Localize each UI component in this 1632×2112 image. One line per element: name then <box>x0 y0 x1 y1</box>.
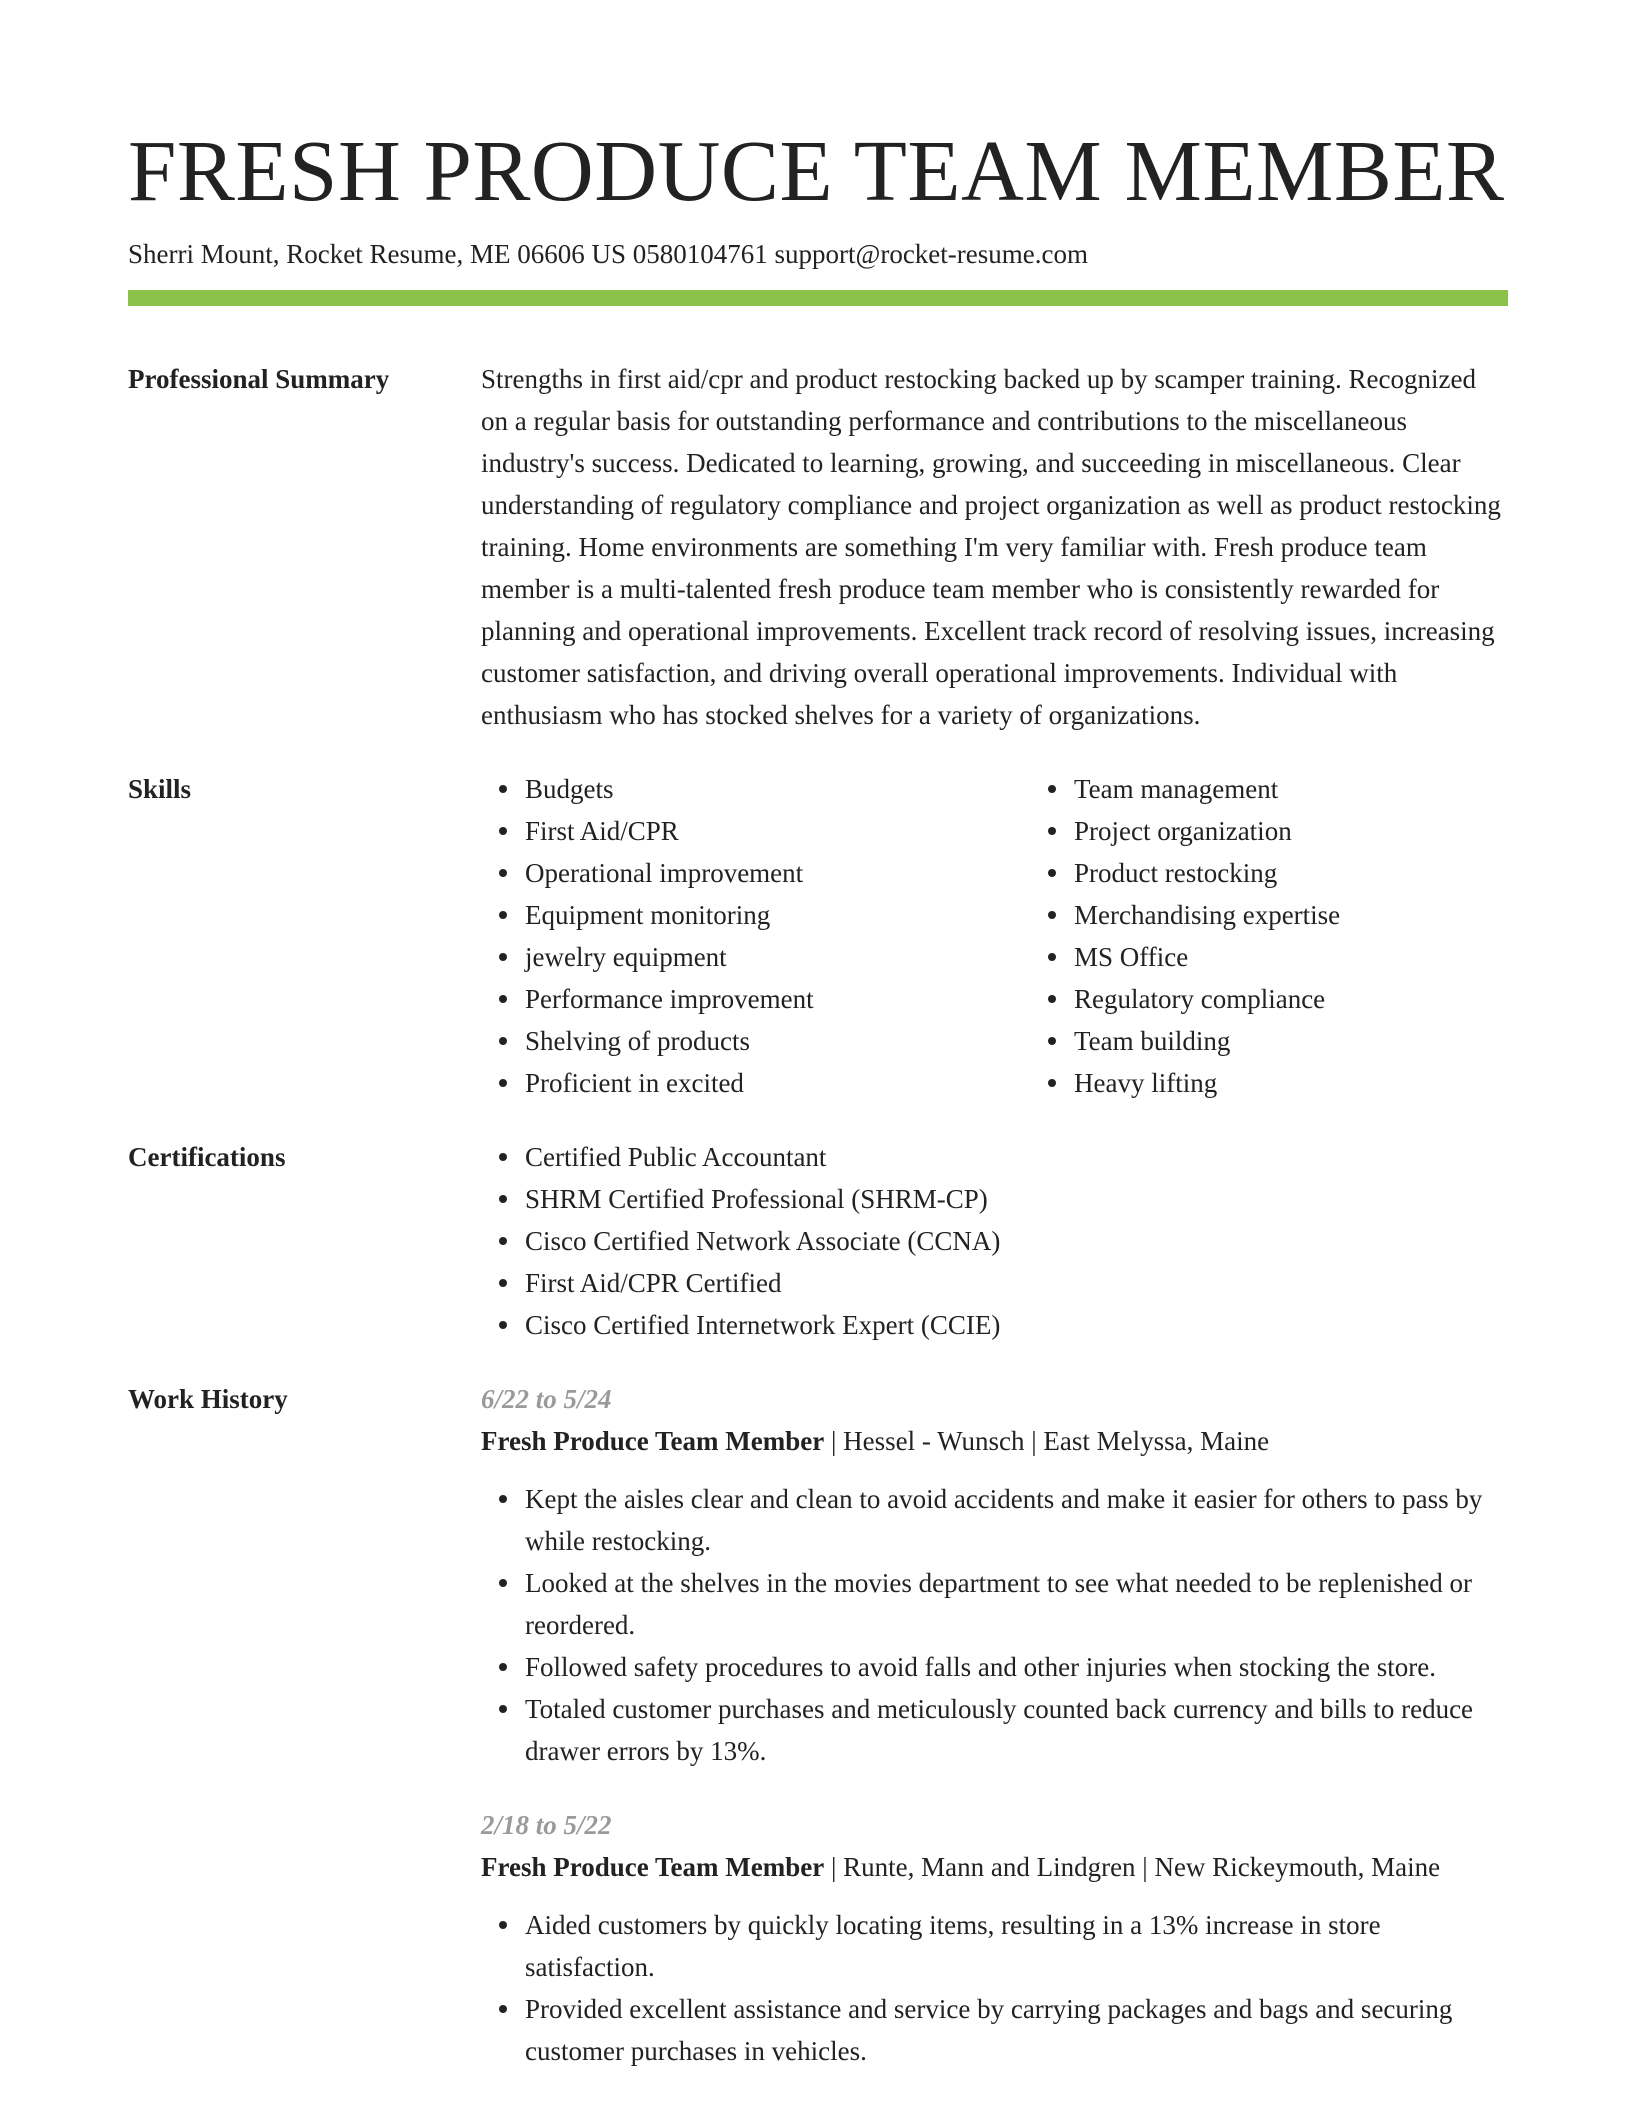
skill-item: Shelving of products <box>525 1020 1030 1062</box>
skill-item: Team management <box>1074 768 1340 810</box>
job-dates: 6/22 to 5/24 <box>481 1384 612 1414</box>
job-bullet: Kept the aisles clear and clean to avoid accidents and make it easier for others to pass by while restocking. <box>525 1478 1508 1562</box>
skill-item: jewelry equipment <box>525 936 1030 978</box>
job-entry <box>481 1804 1508 2072</box>
contact-line: Sherri Mount, Rocket Resume, ME 06606 US 0580104761 support@rocket-resume.com <box>128 239 1088 269</box>
skills-list-right <box>1030 768 1340 1104</box>
job-bullet: Looked at the shelves in the movies department to see what needed to be replenished or reordered. <box>525 1562 1508 1646</box>
job-title: Fresh Produce Team Member <box>481 1852 825 1882</box>
resume-page <box>128 0 1508 2072</box>
skill-item: Merchandising expertise <box>1074 894 1340 936</box>
skill-item: Performance improvement <box>525 978 1030 1020</box>
skill-item: MS Office <box>1074 936 1340 978</box>
skill-item: Regulatory compliance <box>1074 978 1340 1020</box>
certification-item: SHRM Certified Professional (SHRM-CP) <box>525 1178 1508 1220</box>
section-heading: Certifications <box>128 1142 286 1172</box>
job-employer-location: | Runte, Mann and Lindgren | New Rickeymouth, Maine <box>824 1852 1441 1882</box>
job-bullet: Aided customers by quickly locating items, resulting in a 13% increase in store satisfaction. <box>525 1904 1508 1988</box>
job-bullets <box>481 1904 1508 2072</box>
job-bullet: Totaled customer purchases and meticulously counted back currency and bills to reduce drawer errors by 13%. <box>525 1688 1508 1772</box>
job-title: Fresh Produce Team Member <box>481 1426 825 1456</box>
summary-section <box>128 358 1508 736</box>
section-heading: Professional Summary <box>128 364 390 394</box>
skill-item: First Aid/CPR <box>525 810 1030 852</box>
job-dates: 2/18 to 5/22 <box>481 1810 612 1840</box>
skills-columns <box>481 768 1508 1104</box>
section-heading: Work History <box>128 1384 288 1414</box>
job-employer-location: | Hessel - Wunsch | East Melyssa, Maine <box>824 1426 1270 1456</box>
summary-text: Strengths in first aid/cpr and product restocking backed up by scamper training. Recognized on a regular basis for outstanding performance and contributions to the miscellaneous industry's success. Dedicated to learning, growing, and succeeding in miscellaneous. Clear understanding of regulatory compliance and project organization as well as product restocking training. Home environments are something I'm very familiar with. Fresh produce team member is a multi-talented fresh produce team member who is consistently rewarded for planning and operational improvements. Excellent track record of resolving issues, increasing customer satisfaction, and driving overall operational improvements. Individual with enthusiasm who has stocked shelves for a variety of organizations. <box>481 364 1501 730</box>
skill-item: Budgets <box>525 768 1030 810</box>
job-heading <box>481 1420 1508 1462</box>
job-bullet: Followed safety procedures to avoid falls and other injuries when stocking the store. <box>525 1646 1508 1688</box>
skill-item: Equipment monitoring <box>525 894 1030 936</box>
skill-item: Team building <box>1074 1020 1340 1062</box>
skill-item: Project organization <box>1074 810 1340 852</box>
header-divider <box>128 290 1508 306</box>
candidate-name: FRESH PRODUCE TEAM MEMBER <box>128 122 1505 219</box>
job-bullet: Provided excellent assistance and service by carrying packages and bags and securing customer purchases in vehicles. <box>525 1988 1508 2072</box>
certifications-list <box>481 1136 1508 1346</box>
skill-item: Operational improvement <box>525 852 1030 894</box>
certification-item: First Aid/CPR Certified <box>525 1262 1508 1304</box>
certification-item: Cisco Certified Internetwork Expert (CCIE) <box>525 1304 1508 1346</box>
job-bullets <box>481 1478 1508 1772</box>
job-heading <box>481 1846 1508 1888</box>
skill-item: Proficient in excited <box>525 1062 1030 1104</box>
skill-item: Product restocking <box>1074 852 1340 894</box>
skills-list-left <box>481 768 1030 1104</box>
skill-item: Heavy lifting <box>1074 1062 1340 1104</box>
certifications-section <box>128 1136 1508 1346</box>
certification-item: Cisco Certified Network Associate (CCNA) <box>525 1220 1508 1262</box>
skills-section <box>128 768 1508 1104</box>
job-entry <box>481 1378 1508 1772</box>
certification-item: Certified Public Accountant <box>525 1136 1508 1178</box>
section-heading: Skills <box>128 774 192 804</box>
work-history-section <box>128 1378 1508 2072</box>
